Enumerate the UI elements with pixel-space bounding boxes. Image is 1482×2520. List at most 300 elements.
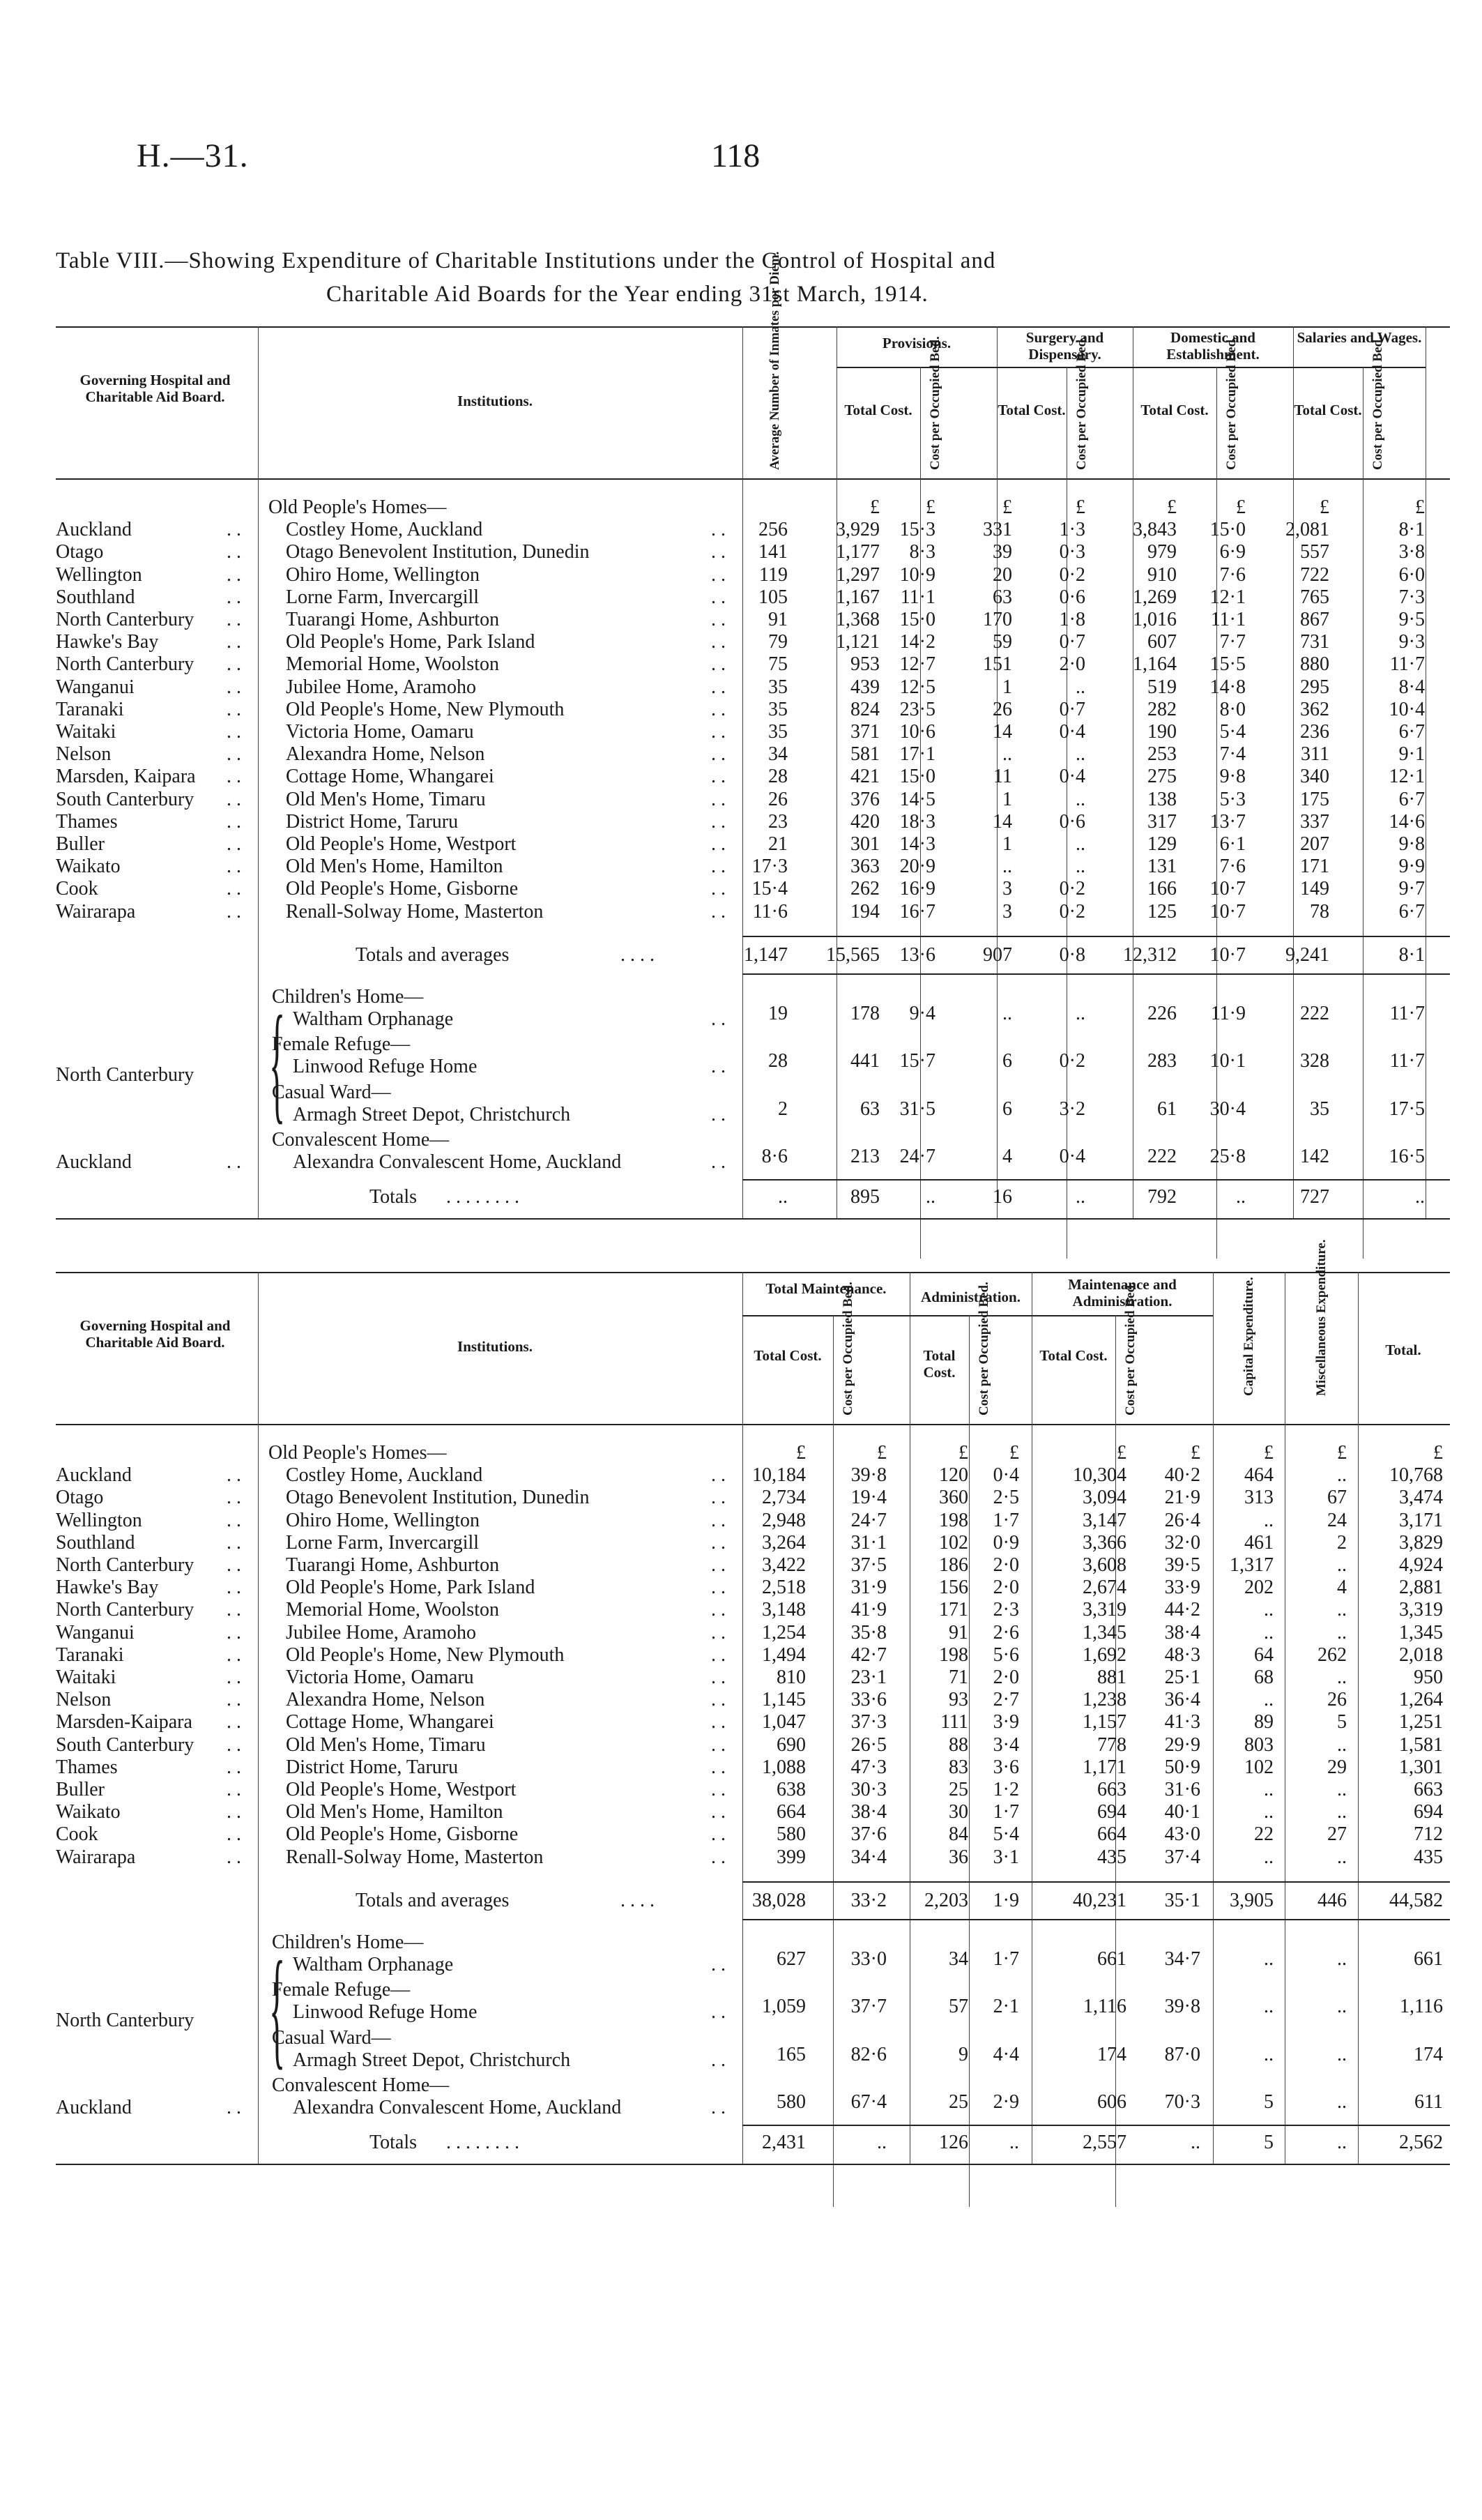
table-cell: 4 bbox=[1337, 1577, 1347, 1599]
table-cell: 694 bbox=[1097, 1801, 1126, 1823]
table-cell: 26 bbox=[768, 788, 788, 810]
total-cell: 1,147 bbox=[744, 943, 788, 966]
table-cell: 67·4 bbox=[850, 2091, 887, 2113]
table-cell: 362 bbox=[1300, 698, 1329, 720]
table-cell: 3,094 bbox=[1083, 1487, 1126, 1509]
table-cell: 129 bbox=[1147, 833, 1177, 855]
total-cell: .. bbox=[1415, 1186, 1425, 1208]
table-cell: 37·4 bbox=[1164, 1846, 1200, 1868]
dot-leader: . . bbox=[711, 1667, 726, 1688]
institution-name: Old People's Home, Westport bbox=[286, 833, 517, 855]
table-cell: 2·0 bbox=[1059, 653, 1085, 676]
table-cell: 4,924 bbox=[1399, 1554, 1443, 1576]
total-cell: 0·8 bbox=[1059, 943, 1085, 966]
board-name: Taranaki bbox=[56, 698, 124, 720]
board-name: Hawke's Bay bbox=[56, 631, 159, 653]
board-name: Thames bbox=[56, 1756, 118, 1778]
table-cell: 9·7 bbox=[1398, 878, 1425, 900]
total-cell: 1·9 bbox=[993, 1889, 1019, 1911]
board-name: Wairarapa bbox=[56, 1846, 136, 1868]
table-cell: 1,116 bbox=[1083, 1996, 1126, 2018]
table-cell: 1·2 bbox=[993, 1779, 1019, 1800]
table-cell: 1,059 bbox=[762, 1996, 806, 2018]
table-cell: 39·8 bbox=[850, 1464, 887, 1487]
dot-leader: . . bbox=[227, 810, 241, 833]
brace-icon: { bbox=[269, 1934, 286, 2081]
table-cell: 1,088 bbox=[762, 1756, 806, 1778]
table-cell: 30 bbox=[949, 1801, 968, 1823]
table-cell: 464 bbox=[1244, 1464, 1274, 1487]
table-cell: 3,319 bbox=[1083, 1599, 1126, 1621]
table-title-line-2: Charitable Aid Boards for the Year ending 31st March, 1914. bbox=[326, 282, 929, 307]
board-name: Otago bbox=[56, 541, 104, 563]
rule bbox=[56, 478, 1450, 480]
total-header: Total. bbox=[1385, 1342, 1421, 1358]
table-cell: 222 bbox=[1147, 1146, 1177, 1168]
table-cell: 661 bbox=[1414, 1948, 1443, 1970]
table-cell: 42·7 bbox=[850, 1644, 887, 1666]
domestic-header: Domestic and Establishment. bbox=[1166, 329, 1260, 363]
table-cell: 41·9 bbox=[850, 1599, 887, 1621]
table-cell: .. bbox=[1264, 2043, 1274, 2065]
table-cell: 8·6 bbox=[761, 1146, 788, 1168]
dot-leader: . . bbox=[227, 541, 241, 563]
table-cell: 1,692 bbox=[1083, 1644, 1126, 1666]
institution-name: Old Men's Home, Hamilton bbox=[286, 1801, 503, 1823]
table-cell: .. bbox=[1264, 1948, 1274, 1970]
table-cell: 40·2 bbox=[1164, 1464, 1200, 1487]
cost-per-bed-subheader: Cost per Occupied Bed. bbox=[841, 1282, 855, 1415]
table-cell: 690 bbox=[777, 1733, 806, 1756]
table-cell: 1·7 bbox=[993, 1509, 1019, 1531]
board-column-header: Governing Hospital and Charitable Aid Board. bbox=[79, 1317, 231, 1351]
table-cell: 15·5 bbox=[1209, 653, 1246, 676]
table-cell: 0·6 bbox=[1059, 586, 1085, 608]
table-cell: 120 bbox=[939, 1464, 968, 1487]
board-name: Southland bbox=[56, 586, 135, 608]
table-cell: 4·4 bbox=[993, 2043, 1019, 2065]
brace-icon: { bbox=[269, 989, 286, 1136]
table-cell: 102 bbox=[939, 1531, 968, 1554]
table-cell: 0·9 bbox=[993, 1531, 1019, 1554]
board-name: Wairarapa bbox=[56, 900, 136, 923]
table-cell: .. bbox=[1264, 1801, 1274, 1823]
dot-leader: . . bbox=[711, 1689, 726, 1711]
table-cell: 376 bbox=[850, 788, 880, 810]
table-cell: 5·3 bbox=[1219, 788, 1246, 810]
table-cell: 2,734 bbox=[762, 1487, 806, 1509]
table-cell: 25·8 bbox=[1209, 1146, 1246, 1168]
dot-leader: . . bbox=[227, 1846, 241, 1868]
table-cell: 283 bbox=[1147, 1050, 1177, 1072]
institution-name: District Home, Taruru bbox=[286, 1756, 459, 1778]
table-cell: 11 bbox=[993, 766, 1012, 788]
dot-leader: . . bbox=[227, 609, 241, 630]
institution-name: Memorial Home, Woolston bbox=[286, 653, 499, 676]
board-name: Nelson bbox=[56, 743, 112, 766]
table-cell: 23·1 bbox=[850, 1667, 887, 1688]
table-cell: 11·7 bbox=[1389, 653, 1425, 676]
total-cell: 446 bbox=[1317, 1889, 1347, 1911]
table-cell: 3 bbox=[1002, 900, 1012, 923]
dot-leader: . . bbox=[711, 1577, 726, 1599]
dot-leader: . . . . . . . . bbox=[446, 1186, 519, 1208]
table-cell: 1,116 bbox=[1400, 1996, 1443, 2018]
table-cell: 18·3 bbox=[899, 810, 935, 833]
table-cell: 171 bbox=[939, 1599, 968, 1621]
table-cell: 731 bbox=[1300, 631, 1329, 653]
table-cell: 2,081 bbox=[1285, 519, 1329, 541]
table-cell: 222 bbox=[1300, 1003, 1329, 1024]
table-cell: 26 bbox=[1327, 1689, 1347, 1711]
table-cell: 6·7 bbox=[1398, 788, 1425, 810]
table-cell: 6·1 bbox=[1219, 833, 1246, 855]
table-cell: 142 bbox=[1300, 1146, 1329, 1168]
table-cell: 2·0 bbox=[993, 1667, 1019, 1688]
institution-name: Cottage Home, Whangarei bbox=[286, 1711, 494, 1733]
table-cell: 3,319 bbox=[1399, 1599, 1443, 1621]
table-cell: 93 bbox=[949, 1689, 968, 1711]
table-cell: 7·7 bbox=[1219, 631, 1246, 653]
total-cell: 10·7 bbox=[1209, 943, 1246, 966]
table-cell: 611 bbox=[1414, 2091, 1443, 2113]
institution-name: Old People's Home, New Plymouth bbox=[286, 1644, 565, 1666]
table-cell: 1·3 bbox=[1059, 519, 1085, 541]
table-cell: 0·2 bbox=[1059, 878, 1085, 900]
rule bbox=[742, 936, 1450, 937]
total-cell: .. bbox=[926, 1186, 935, 1208]
table-cell: 14·2 bbox=[899, 631, 935, 653]
cost-per-bed-subheader: Cost per Occupied Bed. bbox=[1370, 336, 1385, 470]
table-cell: 6·7 bbox=[1398, 900, 1425, 923]
dot-leader: . . bbox=[227, 1487, 241, 1509]
dot-leader: . . bbox=[227, 1711, 241, 1733]
table-cell: 3·2 bbox=[1059, 1098, 1085, 1120]
table-cell: 5 bbox=[1264, 2091, 1274, 2113]
currency-symbol: £ bbox=[1009, 1442, 1019, 1464]
table-cell: 0·2 bbox=[1059, 563, 1085, 586]
currency-symbol: £ bbox=[1433, 1442, 1443, 1464]
table-cell: 3·1 bbox=[993, 1846, 1019, 1868]
table-cell: 557 bbox=[1300, 541, 1329, 563]
table-cell: 31·9 bbox=[850, 1577, 887, 1599]
table-cell: 580 bbox=[777, 1823, 806, 1846]
dot-leader: . . bbox=[227, 1464, 241, 1487]
total-cell: 44,582 bbox=[1389, 1889, 1443, 1911]
table-cell: 20·9 bbox=[899, 856, 935, 878]
dot-leader: . . bbox=[711, 609, 726, 630]
table-cell: 14·8 bbox=[1209, 676, 1246, 698]
table-cell: 317 bbox=[1147, 810, 1177, 833]
table-cell: 1,167 bbox=[836, 586, 880, 608]
table-cell: 1,177 bbox=[836, 541, 880, 563]
table-cell: 1,264 bbox=[1399, 1689, 1443, 1711]
table-cell: 8·3 bbox=[909, 541, 935, 563]
board-name: South Canterbury bbox=[56, 788, 194, 810]
board-name: North Canterbury bbox=[56, 1063, 194, 1086]
table-cell: 50·9 bbox=[1164, 1756, 1200, 1778]
table-cell: 262 bbox=[1317, 1644, 1347, 1666]
category-label: Casual Ward— bbox=[272, 2026, 391, 2049]
table-cell: 156 bbox=[939, 1577, 968, 1599]
total-cell: .. bbox=[1236, 1186, 1246, 1208]
table-cell: 4 bbox=[1002, 1146, 1012, 1168]
institution-name: Tuarangi Home, Ashburton bbox=[286, 609, 500, 630]
table-cell: 606 bbox=[1097, 2091, 1126, 2113]
table-cell: 41·3 bbox=[1164, 1711, 1200, 1733]
table-cell: 765 bbox=[1300, 586, 1329, 608]
table-cell: 5·4 bbox=[993, 1823, 1019, 1846]
institution-name: Ohiro Home, Wellington bbox=[286, 1509, 480, 1531]
table-cell: 102 bbox=[1244, 1756, 1274, 1778]
total-maintenance-header: Total Maintenance. bbox=[765, 1280, 887, 1297]
table-cell: 778 bbox=[1097, 1733, 1126, 1756]
institution-name: Lorne Farm, Invercargill bbox=[286, 1531, 480, 1554]
table-cell: 880 bbox=[1300, 653, 1329, 676]
table-cell: 34 bbox=[949, 1948, 968, 1970]
institution-name: Cottage Home, Whangarei bbox=[286, 766, 494, 788]
table-cell: 2·0 bbox=[993, 1554, 1019, 1576]
column-rule bbox=[258, 1272, 259, 2164]
dot-leader: . . bbox=[227, 676, 241, 698]
table-cell: 105 bbox=[758, 586, 788, 608]
institution-name: Alexandra Convalescent Home, Auckland bbox=[293, 1151, 622, 1174]
table-cell: 519 bbox=[1147, 676, 1177, 698]
total-cell: 2,203 bbox=[924, 1889, 968, 1911]
table-cell: 26 bbox=[993, 698, 1012, 720]
table-cell: 441 bbox=[850, 1050, 880, 1072]
rule bbox=[56, 326, 1450, 328]
table-cell: .. bbox=[1264, 1689, 1274, 1711]
board-name: Wellington bbox=[56, 1509, 142, 1531]
dot-leader: . . bbox=[711, 653, 726, 676]
dot-leader: . . bbox=[227, 788, 241, 810]
dot-leader: . . bbox=[711, 1008, 726, 1030]
total-cost-subheader: Total Cost. bbox=[998, 402, 1066, 418]
dot-leader: . . bbox=[227, 856, 241, 878]
table-cell: 17·5 bbox=[1389, 1098, 1425, 1120]
table-cell: 198 bbox=[939, 1644, 968, 1666]
institutions-column-header: Institutions. bbox=[457, 393, 533, 409]
table-cell: 34 bbox=[768, 743, 788, 766]
table-cell: 11·1 bbox=[900, 586, 935, 608]
table-cell: 178 bbox=[850, 1003, 880, 1024]
table-cell: 25 bbox=[949, 2091, 968, 2113]
table-cell: 2·9 bbox=[993, 2091, 1019, 2113]
dot-leader: . . bbox=[711, 1846, 726, 1868]
table-cell: 10·9 bbox=[899, 563, 935, 586]
table-cell: 282 bbox=[1147, 698, 1177, 720]
table-cell: .. bbox=[1076, 788, 1085, 810]
table-cell: 40·1 bbox=[1164, 1801, 1200, 1823]
table-cell: 190 bbox=[1147, 721, 1177, 743]
table-cell: 12·7 bbox=[899, 653, 935, 676]
table-cell: 28 bbox=[768, 766, 788, 788]
table-cell: 1,238 bbox=[1083, 1689, 1126, 1711]
table-cell: 0·6 bbox=[1059, 810, 1085, 833]
currency-symbol: £ bbox=[958, 1442, 968, 1464]
table-cell: 363 bbox=[850, 856, 880, 878]
dot-leader: . . bbox=[711, 788, 726, 810]
table-cell: 15·0 bbox=[1209, 519, 1246, 541]
table-cell: 1·8 bbox=[1059, 609, 1085, 630]
institution-name: Linwood Refuge Home bbox=[293, 2001, 478, 2024]
board-name: North Canterbury bbox=[56, 1599, 194, 1621]
table-cell: 3,474 bbox=[1399, 1487, 1443, 1509]
table-cell: 57 bbox=[949, 1996, 968, 2018]
institution-name: Waltham Orphanage bbox=[293, 1008, 454, 1030]
board-name: Buller bbox=[56, 1779, 105, 1800]
total-cell: 792 bbox=[1147, 1186, 1177, 1208]
table-cell: 5 bbox=[1337, 1711, 1347, 1733]
table-cell: 1,269 bbox=[1133, 586, 1177, 608]
table-cell: 39·5 bbox=[1164, 1554, 1200, 1576]
table-cell: 170 bbox=[983, 609, 1012, 630]
category-label: Convalescent Home— bbox=[272, 2074, 450, 2096]
dot-leader: . . . . bbox=[620, 1889, 655, 1911]
table-cell: 0·7 bbox=[1059, 631, 1085, 653]
total-cost-subheader: Total Cost. bbox=[754, 1347, 822, 1364]
page-number: 118 bbox=[711, 137, 761, 174]
provisions-header: Provisions. bbox=[882, 335, 952, 351]
table-cell: 16·9 bbox=[899, 878, 935, 900]
table-cell: 1,254 bbox=[762, 1621, 806, 1644]
table-cell: .. bbox=[1337, 1801, 1347, 1823]
table-cell: 881 bbox=[1097, 1667, 1126, 1688]
table-cell: 0·2 bbox=[1059, 900, 1085, 923]
table-cell: 9 bbox=[958, 2043, 968, 2065]
table-cell: 9·5 bbox=[1398, 609, 1425, 630]
total-cell: 33·2 bbox=[850, 1889, 887, 1911]
table-cell: 607 bbox=[1147, 631, 1177, 653]
table-cell: 295 bbox=[1300, 676, 1329, 698]
table-cell: 111 bbox=[940, 1711, 968, 1733]
table-cell: 371 bbox=[850, 721, 880, 743]
table-cell: 1,345 bbox=[1083, 1621, 1126, 1644]
table-cell: 2 bbox=[1337, 1531, 1347, 1554]
table-cell: .. bbox=[1337, 2043, 1347, 2065]
table-cell: 36 bbox=[949, 1846, 968, 1868]
board-name: Auckland bbox=[56, 519, 132, 541]
table-cell: 82·6 bbox=[850, 2043, 887, 2065]
table-cell: 43·0 bbox=[1164, 1823, 1200, 1846]
table-cell: 11·7 bbox=[1389, 1050, 1425, 1072]
table-cell: 663 bbox=[1097, 1779, 1126, 1800]
table-cell: 59 bbox=[993, 631, 1012, 653]
dot-leader: . . bbox=[711, 856, 726, 878]
table-cell: 2 bbox=[778, 1098, 788, 1120]
table-cell: 1·7 bbox=[993, 1948, 1019, 1970]
inmates-column-header: Average Number of Inmates per Diem. bbox=[767, 251, 782, 470]
dot-leader: . . bbox=[227, 1151, 241, 1174]
table-cell: 44·2 bbox=[1164, 1599, 1200, 1621]
institution-name: Otago Benevolent Institution, Dunedin bbox=[286, 541, 590, 563]
table-cell: 1,164 bbox=[1133, 653, 1177, 676]
table-cell: 461 bbox=[1244, 1531, 1274, 1554]
column-rule bbox=[1358, 1272, 1359, 2164]
table-cell: 75 bbox=[768, 653, 788, 676]
table-cell: 19·4 bbox=[850, 1487, 887, 1509]
table-cell: 262 bbox=[850, 878, 880, 900]
table-cell: 198 bbox=[939, 1509, 968, 1531]
dot-leader: . . bbox=[227, 1531, 241, 1554]
table-cell: 2·0 bbox=[993, 1577, 1019, 1599]
table-cell: .. bbox=[1337, 1779, 1347, 1800]
table-cell: 1,145 bbox=[762, 1689, 806, 1711]
table-cell: 420 bbox=[850, 810, 880, 833]
table-cell: 311 bbox=[1301, 743, 1329, 766]
capital-expenditure-header: Capital Expenditure. bbox=[1242, 1277, 1256, 1396]
table-cell: 421 bbox=[850, 766, 880, 788]
cost-per-bed-subheader: Cost per Occupied Bed. bbox=[977, 1282, 991, 1415]
institution-name: Armagh Street Depot, Christchurch bbox=[293, 1103, 571, 1125]
rule bbox=[56, 1218, 1450, 1220]
dot-leader: . . bbox=[711, 2049, 726, 2071]
table-cell: 119 bbox=[759, 563, 788, 586]
table-cell: 17·3 bbox=[751, 856, 788, 878]
misc-expenditure-header: Miscellaneous Expenditure. bbox=[1314, 1239, 1329, 1396]
dot-leader: . . bbox=[711, 1056, 726, 1078]
table-cell: 89 bbox=[1254, 1711, 1274, 1733]
table-cell: 171 bbox=[1300, 856, 1329, 878]
cost-per-bed-subheader: Cost per Occupied Bed. bbox=[1074, 336, 1089, 470]
total-cost-subheader: Total Cost. bbox=[1039, 1347, 1108, 1364]
table-cell: 91 bbox=[768, 609, 788, 630]
table-cell: 10·6 bbox=[899, 721, 935, 743]
table-cell: .. bbox=[1264, 1621, 1274, 1644]
rule bbox=[56, 1272, 1450, 1273]
table-cell: 910 bbox=[1147, 563, 1177, 586]
table-cell: 7·4 bbox=[1219, 743, 1246, 766]
table-cell: 8·0 bbox=[1219, 698, 1246, 720]
table-cell: 24·7 bbox=[850, 1509, 887, 1531]
total-cell: 126 bbox=[939, 2132, 968, 2154]
table-cell: .. bbox=[1337, 1621, 1347, 1644]
table-cell: 1,345 bbox=[1399, 1621, 1443, 1644]
totals-label: Totals bbox=[369, 1186, 418, 1208]
table-cell: 664 bbox=[777, 1801, 806, 1823]
category-label: Convalescent Home— bbox=[272, 1129, 450, 1151]
table-cell: 22 bbox=[1254, 1823, 1274, 1846]
table-cell: .. bbox=[1337, 1667, 1347, 1688]
table-cell: 638 bbox=[777, 1779, 806, 1800]
table-cell: 3 bbox=[1002, 878, 1012, 900]
board-name: Cook bbox=[56, 878, 98, 900]
table-cell: 722 bbox=[1300, 563, 1329, 586]
table-cell: 2·1 bbox=[993, 1996, 1019, 2018]
table-cell: 20 bbox=[993, 563, 1012, 586]
table-cell: 84 bbox=[949, 1823, 968, 1846]
dot-leader: . . bbox=[227, 1599, 241, 1621]
table-cell: 3·6 bbox=[993, 1756, 1019, 1778]
table-cell: 70·3 bbox=[1164, 2091, 1200, 2113]
board-name: Otago bbox=[56, 1487, 104, 1509]
institution-name: Jubilee Home, Aramoho bbox=[286, 676, 476, 698]
dot-leader: . . bbox=[227, 1733, 241, 1756]
total-cell: .. bbox=[1076, 1186, 1085, 1208]
table-cell: 0·4 bbox=[1059, 721, 1085, 743]
table-cell: 3,147 bbox=[1083, 1509, 1126, 1531]
currency-symbol: £ bbox=[1320, 496, 1329, 518]
table-cell: 63 bbox=[860, 1098, 880, 1120]
table-cell: 14·3 bbox=[899, 833, 935, 855]
table-cell: .. bbox=[1264, 1779, 1274, 1800]
table-cell: .. bbox=[1076, 833, 1085, 855]
table-cell: 3,366 bbox=[1083, 1531, 1126, 1554]
dot-leader: . . bbox=[711, 1531, 726, 1554]
total-cell: 2,557 bbox=[1083, 2132, 1126, 2154]
table-cell: 68 bbox=[1254, 1667, 1274, 1688]
